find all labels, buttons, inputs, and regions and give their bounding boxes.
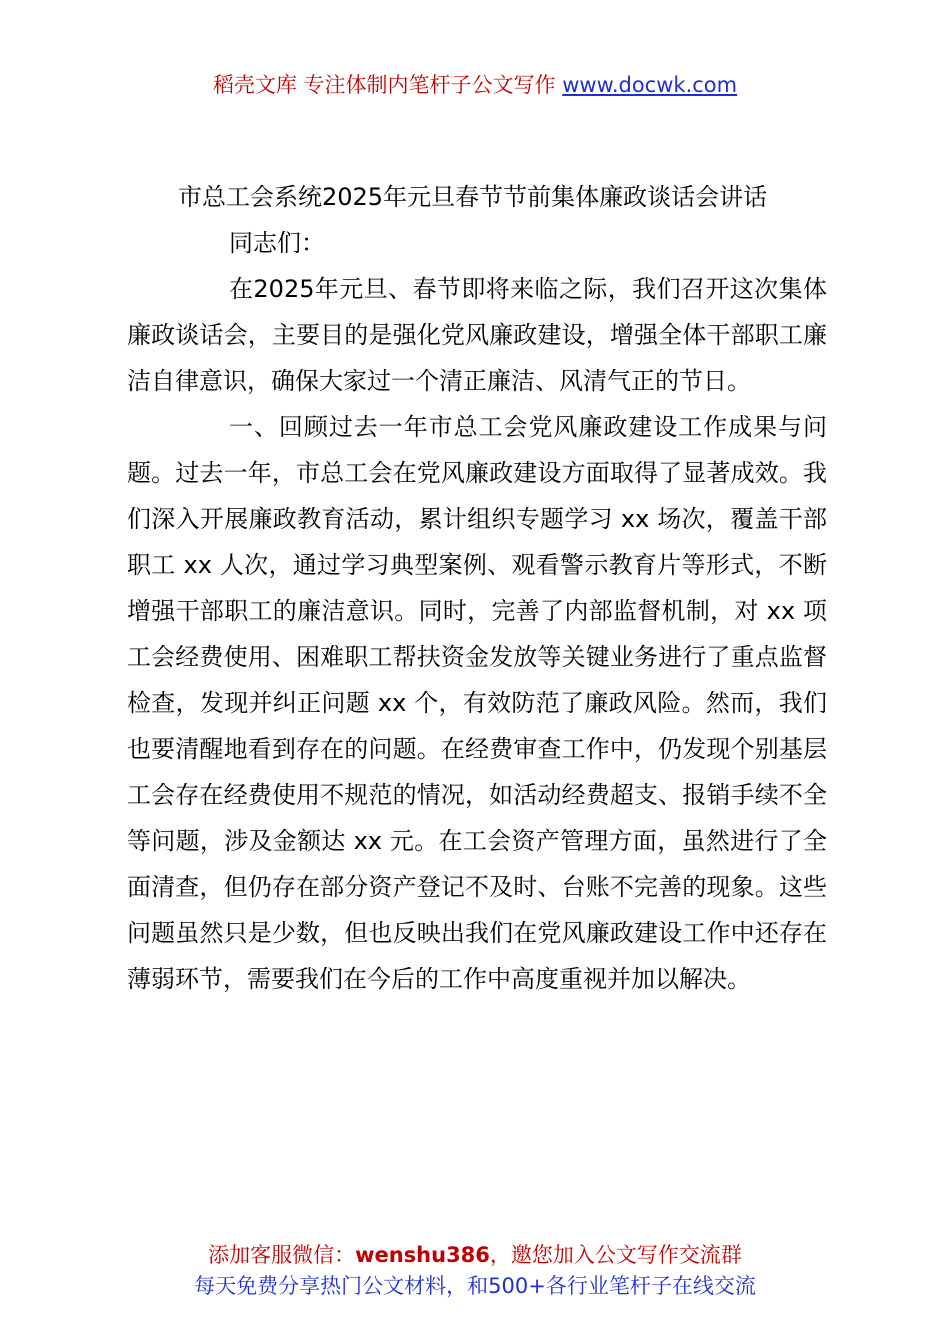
salutation: 同志们： [229, 229, 325, 257]
footer-contact-line [0, 1240, 950, 1271]
promo-footer [0, 1240, 950, 1302]
wechat-id: wenshu386 [355, 1243, 490, 1267]
document-title: 市总工会系统2025年元旦春节节前集体廉政谈话会讲话 [178, 183, 768, 211]
document-body [127, 174, 827, 1002]
paragraph-intro: 在2025年元旦、春节即将来临之际，我们召开这次集体廉政谈话会，主要目的是强化党风廉政建设，增强全体干部职工廉洁自律意识，确保大家过一个清正廉洁、风清气正的节日。 [127, 275, 827, 395]
footer-promo-line: 每天免费分享热门公文材料，和500+各行业笔杆子在线交流 [194, 1274, 756, 1298]
footer-contact-prefix: 添加客服微信： [208, 1243, 356, 1267]
footer-contact-suffix: ，邀您加入公文写作交流群 [489, 1243, 742, 1267]
paragraph-section-one: 一、回顾过去一年市总工会党风廉政建设工作成果与问题。过去一年，市总工会在党风廉政建设方面取得了显著成效。我们深入开展廉政教育活动，累计组织专题学习 xx 场次，覆盖干部职工 xx 人次，通过学习典型案例、观看警示教育片等形式，不断增强干部职工的廉洁意识。同时，完善了内部监督机制，对 xx 项工会经费使用、困难职工帮扶资金发放等关键业务进行了重点监督检查，发现并纠正问题 xx 个，有效防范了廉政风险。然而，我们也要清醒地看到存在的问题。在经费审查工作中，仍发现个别基层工会存在经费使用不规范的情况，如活动经费超支、报销手续不全等问题，涉及金额达 xx 元。在工会资产管理方面，虽然进行了全面清查，但仍存在部分资产登记不及时、台账不完善的现象。这些问题虽然只是少数，但也反映出我们在党风廉政建设工作中还存在薄弱环节，需要我们在今后的工作中高度重视并加以解决。 [127, 413, 827, 993]
site-link[interactable]: www.docwk.com [562, 73, 738, 97]
site-header [0, 70, 950, 100]
brand-tagline: 稻壳文库 专注体制内笔杆子公文写作 [212, 73, 563, 97]
